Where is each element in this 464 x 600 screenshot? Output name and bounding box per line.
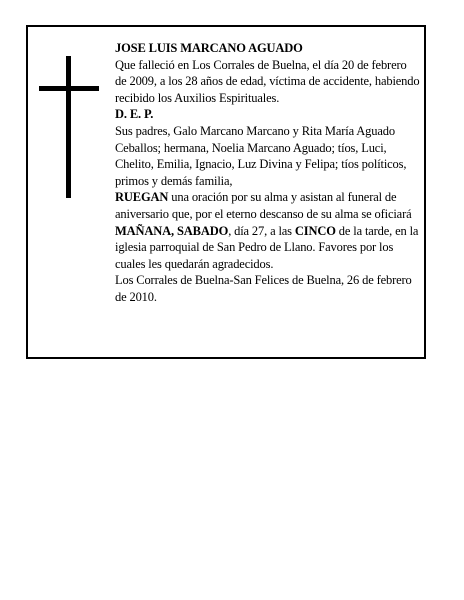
- cross-vertical-beam: [66, 56, 71, 198]
- family-list: Sus padres, Galo Marcano Marcano y Rita María Aguado Ceballos; hermana, Noelia Marcano Aguado; tíos, Luci, Chelito, Emilia, Ignacio, Luz Divina y Felipa; tíos políticos, primos y demás familia,: [115, 123, 407, 188]
- funeral-request: [115, 189, 421, 272]
- cross-horizontal-beam: [39, 86, 99, 91]
- dep-label: D. E. P.: [115, 107, 154, 122]
- request-text-3: de la tarde, en la iglesia parroquial de San Pedro de Llano. Favores por los cuales les quedarán agradecidos.: [115, 223, 419, 271]
- deceased-name: JOSE LUIS MARCANO AGUADO: [115, 41, 303, 55]
- notice-text: [115, 40, 421, 306]
- ruegan-label: RUEGAN: [115, 190, 169, 205]
- obituary-notice: [26, 25, 426, 359]
- cross-icon: [39, 56, 99, 198]
- funeral-day: MAÑANA, SABADO: [115, 223, 229, 238]
- request-text-2: , día 27, a las: [228, 223, 295, 238]
- funeral-time: CINCO: [294, 223, 336, 238]
- request-text-1: una oración por su alma y asistan al funeral de aniversario que, por el eterno descanso de su alma se oficiará: [115, 190, 412, 221]
- place-and-date: Los Corrales de Buelna-San Felices de Buelna, 26 de febrero de 2010.: [115, 273, 412, 304]
- death-details: Que falleció en Los Corrales de Buelna, el día 20 de febrero de 2009, a los 28 años de edad, víctima de accidente, habiendo recibido los Auxilios Espirituales.: [115, 57, 420, 105]
